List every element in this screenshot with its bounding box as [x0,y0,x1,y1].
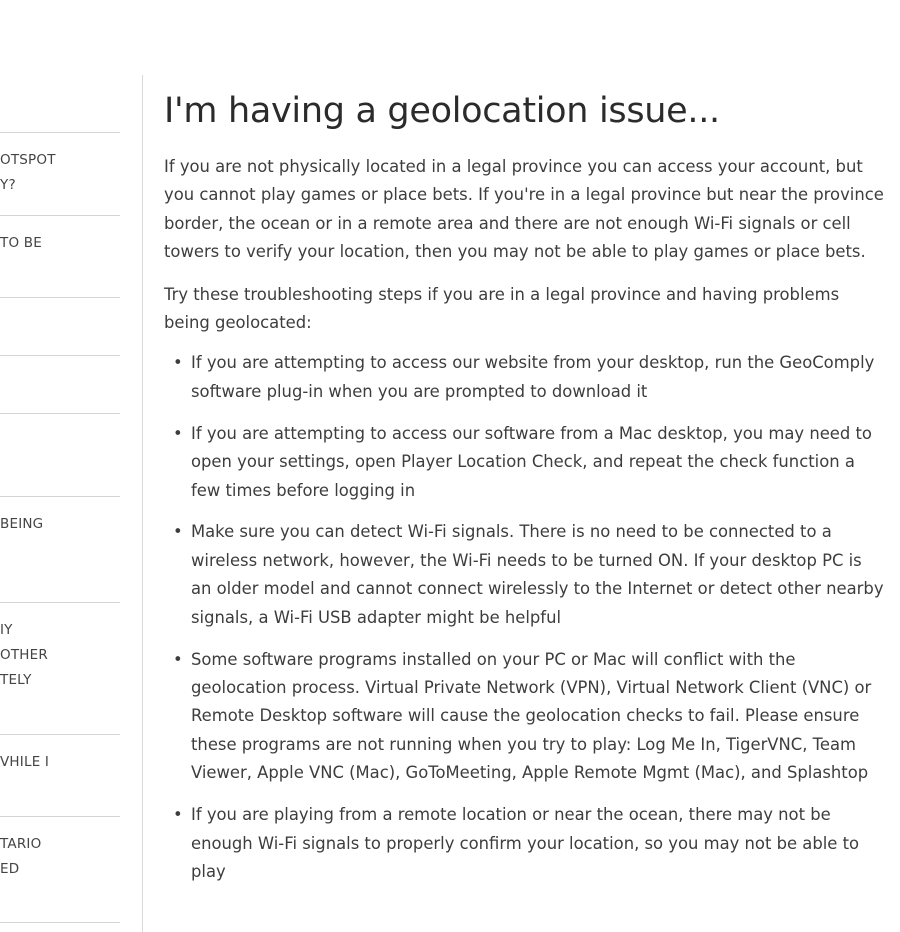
sidebar-item-label: TO BE [0,235,42,251]
sidebar-item-ontario[interactable] [0,832,120,882]
bullet-icon: • [173,649,183,669]
sidebar-item-label: OTSPOT [0,152,56,168]
content-divider [142,75,143,932]
list-item-text: Some software programs installed on your PC or Mac will conflict with the geolocation process. Virtual Private Network (VPN), Virtual Network Client (VNC) or Remote Desktop software will cause the geolocation checks to fail. Please ensure these programs are not running when you try to play: Log Me In, TigerVNC, Team Viewer, Apple VNC (Mac), GoToMeeting, Apple Remote Mgmt (Mac), and Splashtop [191,649,872,783]
list-item [173,420,886,505]
bullet-icon: • [173,423,183,443]
sidebar-item-label: OTHER [0,647,48,663]
sidebar-divider [0,734,120,735]
page-title: I'm having a geolocation issue... [164,91,720,131]
sidebar-divider [0,816,120,817]
sidebar-item-other[interactable] [0,618,120,693]
sidebar-item-label: IY [0,622,13,638]
sidebar-divider [0,413,120,414]
sidebar-item-hotspot[interactable] [0,148,120,198]
list-item-text: If you are playing from a remote location or near the ocean, there may not be enough Wi-Fi signals to properly confirm your location, so you may not be able to play [191,805,860,881]
list-item [173,518,886,632]
list-item [173,646,886,788]
bullet-icon: • [173,805,183,825]
sidebar-divider [0,355,120,356]
sidebar-divider [0,297,120,298]
sidebar-item-to-be[interactable] [0,231,120,256]
list-item-text: If you are attempting to access our software from a Mac desktop, you may need to open your settings, open Player Location Check, and repeat the check function a few times before logging in [191,423,872,500]
sidebar-item-being[interactable] [0,512,120,537]
sidebar-divider [0,215,120,216]
steps-intro-paragraph: Try these troubleshooting steps if you are in a legal province and having problems being geolocated: [164,284,840,333]
sidebar-divider [0,132,120,133]
list-item-text: Make sure you can detect Wi-Fi signals. There is no need to be connected to a wireless network, however, the Wi-Fi needs to be turned ON. If your desktop PC is an older model and cannot connect wirelessly to the Internet or detect other nearby signals, a Wi-Fi USB adapter might be helpful [191,522,884,627]
faq-sidebar [0,0,120,932]
bullet-icon: • [173,353,183,373]
article [164,84,886,900]
sidebar-item-label: TARIO [0,836,42,852]
intro-paragraph: If you are not physically located in a legal province you can access your account, but you cannot play games or place bets. If you're in a legal province but near the province border, the ocean or in a remote area and there are not enough Wi-Fi signals or cell towers to verify your location, then you may not be able to play games or place bets. [164,157,884,262]
list-item [173,801,886,886]
sidebar-item-label: ED [0,861,20,877]
troubleshooting-list [164,349,886,886]
sidebar-divider [0,922,120,923]
sidebar-item-label: Y? [0,177,16,193]
sidebar-divider [0,496,120,497]
bullet-icon: • [173,522,183,542]
sidebar-item-label: BEING [0,516,44,532]
sidebar-divider [0,602,120,603]
sidebar-item-label: VHILE I [0,754,50,770]
list-item [173,349,886,406]
sidebar-item-while[interactable] [0,750,120,775]
sidebar-item-label: TELY [0,672,32,688]
list-item-text: If you are attempting to access our website from your desktop, run the GeoComply software plug-in when you are prompted to download it [191,353,875,401]
